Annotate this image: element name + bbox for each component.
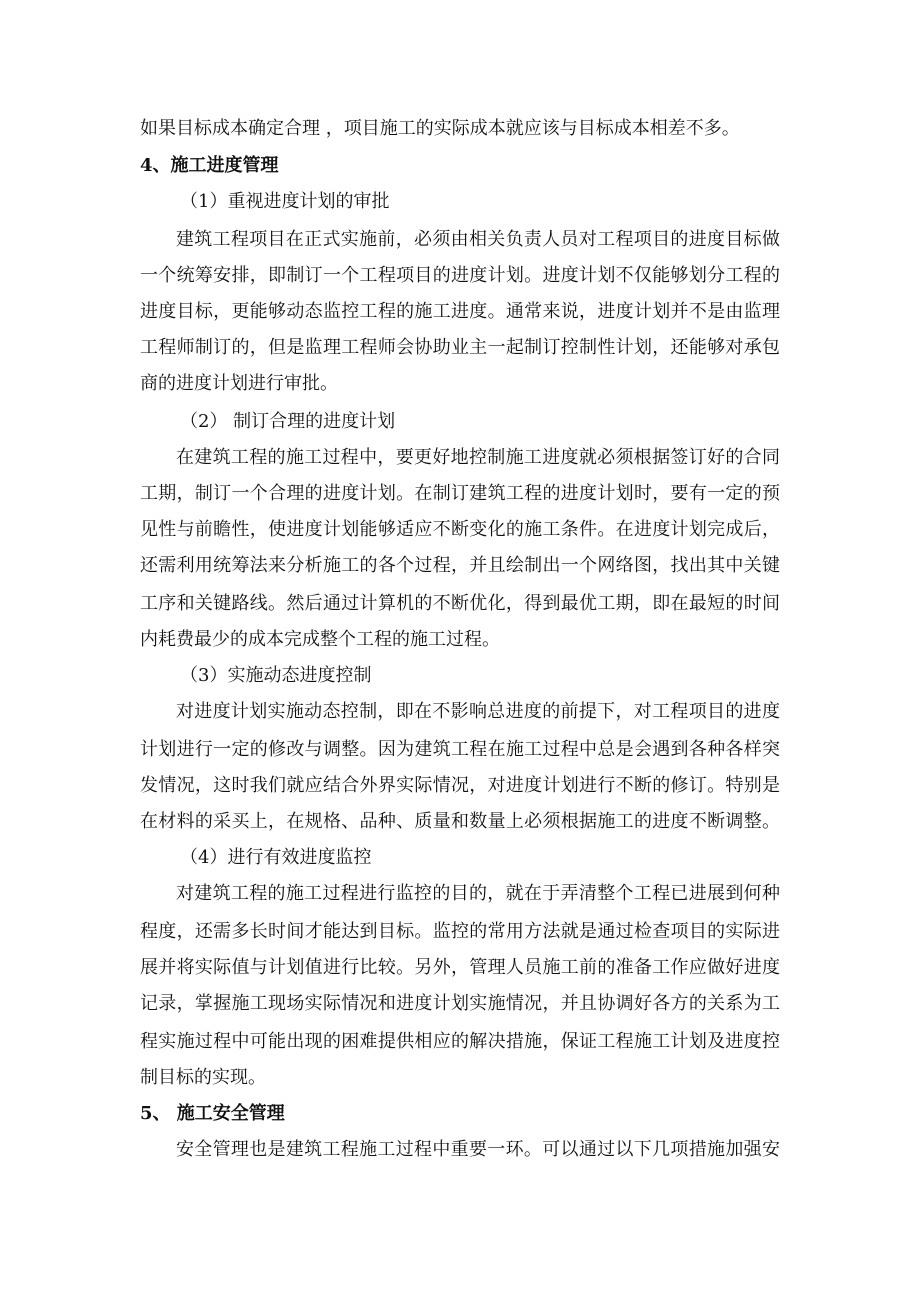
section-heading-schedule: 4、施工进度管理: [140, 155, 279, 176]
paragraph-line: 发情况，这时我们就应结合外界实际情况，对进度计划进行不断的修订。特别是: [140, 775, 780, 796]
paragraph-line: 安全管理也是建筑工程施工过程中重要一环。可以通过以下几项措施加强安: [176, 1139, 780, 1160]
paragraph-line: 进度目标，更能够动态监控工程的施工进度。通常来说，进度计划并不是由监理: [140, 301, 780, 322]
subheading-3: （3）实施动态进度控制: [180, 665, 372, 686]
paragraph-line: 工程师制订的，但是监理工程师会协助业主一起制订控制性计划，还能够对承包: [140, 337, 780, 358]
paragraph-line: 对建筑工程的施工过程进行监控的目的，就在于弄清整个工程已进展到何种: [176, 883, 780, 904]
paragraph-line: 商的进度计划进行审批。: [140, 373, 338, 394]
paragraph-line: 记录，掌握施工现场实际情况和进度计划实施情况，并且协调好各方的关系为工: [140, 993, 780, 1014]
paragraph-line: 在建筑工程的施工过程中，要更好地控制施工进度就必须根据签订好的合同: [176, 447, 780, 468]
paragraph-line: 制目标的实现。: [140, 1067, 266, 1088]
subheading-4: （4）进行有效进度监控: [180, 847, 372, 868]
paragraph-line: 计划进行一定的修改与调整。因为建筑工程在施工过程中总是会遇到各种各样突: [140, 739, 780, 760]
paragraph-line: 还需利用统筹法来分析施工的各个过程，并且绘制出一个网络图，找出其中关键: [140, 555, 780, 576]
subheading-1: （1）重视进度计划的审批: [180, 191, 390, 212]
paragraph-line: 展并将实际值与计划值进行比较。另外，管理人员施工前的准备工作应做好进度: [140, 957, 780, 978]
subheading-2: （2） 制订合理的进度计划: [180, 411, 396, 432]
paragraph-line: 程度，还需多长时间才能达到目标。监控的常用方法就是通过检查项目的实际进: [140, 921, 780, 942]
paragraph-line: 程实施过程中可能出现的困难提供相应的解决措施，保证工程施工计划及进度控: [140, 1031, 780, 1052]
paragraph-line: 工期，制订一个合理的进度计划。在制订建筑工程的进度计划时，要有一定的预: [140, 483, 780, 504]
paragraph-line: 如果目标成本确定合理 ，项目施工的实际成本就应该与目标成本相差不多。: [140, 118, 740, 139]
paragraph-line: 内耗费最少的成本完成整个工程的施工过程。: [140, 629, 500, 650]
paragraph-line: 见性与前瞻性，使进度计划能够适应不断变化的施工条件。在进度计划完成后，: [140, 519, 780, 540]
paragraph-line: 对进度计划实施动态控制，即在不影响总进度的前提下，对工程项目的进度: [176, 701, 780, 722]
paragraph-line: 建筑工程项目在正式实施前，必须由相关负责人员对工程项目的进度目标做: [176, 229, 780, 250]
paragraph-line: 一个统筹安排，即制订一个工程项目的进度计划。进度计划不仅能够划分工程的: [140, 265, 780, 286]
paragraph-line: 工序和关键路线。然后通过计算机的不断优化，得到最优工期，即在最短的时间: [140, 593, 780, 614]
section-heading-safety: 5、 施工安全管理: [140, 1103, 285, 1124]
paragraph-line: 在材料的采买上，在规格、品种、质量和数量上必须根据施工的进度不断调整。: [140, 811, 780, 832]
